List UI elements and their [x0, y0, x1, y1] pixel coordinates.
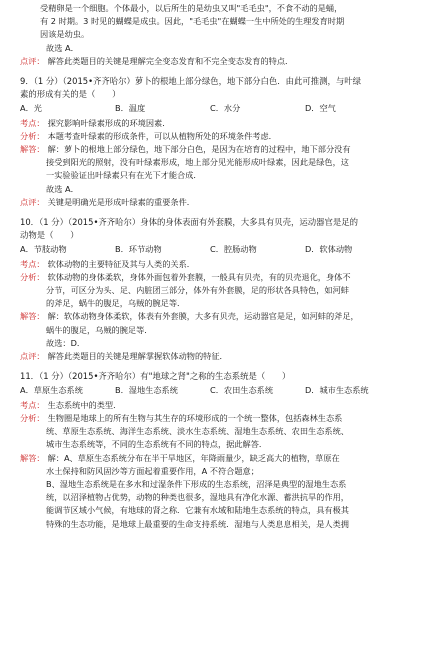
- option-b[interactable]: B．湿地生态系统: [115, 385, 178, 396]
- jieda-line: 蜗牛的腹足，乌贼的腕足等．: [46, 324, 153, 335]
- jieda-line: [20, 143, 431, 156]
- kaodian-label: 考点：: [20, 258, 45, 269]
- continuation-line: 有 2 时期。3 时见的蝴蝶是成虫。因此，"毛毛虫"在蝴蝶一生中所处的生理发育时期: [40, 16, 345, 27]
- option-b[interactable]: B．温度: [115, 103, 146, 114]
- option-c[interactable]: C．农田生态系统: [210, 385, 274, 396]
- kaodian-label: 考点：: [20, 117, 45, 128]
- answer-line: 故选 A．: [46, 183, 79, 194]
- option-c[interactable]: C．腔肠动物: [210, 244, 257, 255]
- kaodian-line: [20, 399, 431, 412]
- jieda-line: 特殊的生态功能，是地球上最重要的生命支持系统．湿地与人类息息相关，是人类拥: [46, 518, 349, 529]
- kaodian-line: [20, 258, 431, 271]
- option-b[interactable]: B．环节动物: [115, 244, 162, 255]
- fenxi-line: [20, 130, 431, 143]
- fenxi-line: [20, 412, 431, 425]
- review-label: 点评：: [20, 196, 45, 207]
- fenxi-line: 统、草原生态系统、海洋生态系统、淡水生态系统、湿地生态系统、农田生态系统、: [46, 426, 349, 437]
- review-label: 点评：: [20, 351, 45, 362]
- kaodian-label: 考点：: [20, 399, 45, 410]
- fenxi-label: 分析：: [20, 412, 45, 423]
- jieda-line: [20, 452, 431, 465]
- jieda-label: 解答：: [20, 311, 45, 322]
- question-10-options: [20, 243, 431, 256]
- question-9-title-cont: 素的形成有关的是（ ）: [20, 89, 121, 100]
- question-9-options: [20, 102, 431, 115]
- fenxi-text: 软体动物的身体柔软，身体外面包着外套膜，一般具有贝壳，有的贝壳退化，身体不: [47, 271, 351, 282]
- review-text: 关键是明确光是形成叶绿素的重要条件．: [47, 196, 195, 207]
- jieda-text: 解：软体动物身体柔软，体表有外套膜，大多有贝壳，运动器官是足，如河蚌的斧足，: [47, 311, 359, 322]
- option-d[interactable]: D．空气: [305, 103, 336, 114]
- question-9-title: 9．（1 分）（2015•齐齐哈尔）萝卜的根地上部分绿色，地下部分白色．由此可推测，与叶绿: [20, 76, 362, 87]
- jieda-line: 统，以沼泽植物占优势，动物的种类也很多，湿地具有净化水源、蓄洪抗旱的作用，: [46, 492, 349, 503]
- jieda-line: 水土保持和防风固沙等方面起着重要作用，A 不符合题意；: [46, 465, 259, 476]
- jieda-line: B、湿地生态系统是在多水和过湿条件下形成的生态系统，沼泽是典型的湿地生态系: [46, 478, 347, 489]
- question-11-title: 11．（1 分）（2015•齐齐哈尔）有"地球之肾"之称的生态系统是（ ）: [20, 371, 291, 382]
- review-label: 点评：: [20, 55, 45, 66]
- option-a[interactable]: A．光: [20, 103, 42, 114]
- review-line: [20, 196, 431, 209]
- review-text: 解答此类题目的关键是理解完全变态发育和不完全变态发育的特点．: [47, 55, 294, 66]
- fenxi-text: 生物圈是地球上的所有生物与其生存的环境形成的一个统一整体，包括森林生态系: [47, 412, 343, 423]
- fenxi-line: [20, 271, 431, 284]
- review-line: [20, 350, 431, 363]
- option-a[interactable]: A．草原生态系统: [20, 385, 83, 396]
- kaodian-text: 生态系统中的类型．: [47, 399, 122, 410]
- answer-line: 故选 A．: [46, 42, 79, 53]
- fenxi-label: 分析：: [20, 271, 45, 282]
- question-10-title-cont: 动物是（ ）: [20, 230, 79, 241]
- option-a[interactable]: A．节肢动物: [20, 244, 67, 255]
- review-line: [20, 55, 431, 68]
- fenxi-text: 本题考查叶绿素的形成条件，可以从植物所处的环境条件考虑．: [47, 130, 277, 141]
- fenxi-line: 分节，可区分为头、足、内脏团三部分，体外有外套膜，足的形状各具特色，如河蚌: [46, 285, 349, 296]
- kaodian-text: 软体动物的主要特征及其与人类的关系．: [47, 258, 195, 269]
- jieda-text: 解：萝卜的根地上部分绿色，地下部分白色，是因为在培育的过程中，地下部分没有: [47, 144, 351, 155]
- jieda-line: 能调节区域小气候，有地球的肾之称．它兼有水域和陆地生态系统的特点，具有极其: [46, 505, 349, 516]
- jieda-text: 解：A、草原生态系统分布在半干旱地区，年降雨量少，缺乏高大的植物，草原在: [47, 452, 340, 463]
- fenxi-label: 分析：: [20, 130, 45, 141]
- jieda-label: 解答：: [20, 452, 45, 463]
- question-10-title: 10．（1 分）（2015•齐齐哈尔）身体的身体表面有外套膜，大多具有贝壳，运动器官是足的: [20, 217, 359, 228]
- jieda-line: 接受到阳光的照射，没有叶绿素形成，地上部分见光能形成叶绿素，因此是绿色，这: [46, 157, 349, 168]
- kaodian-line: [20, 117, 431, 130]
- kaodian-text: 探究影响叶绿素形成的环境因素．: [47, 117, 171, 128]
- continuation-line: 受精卵是一个细胞。个体最小，以后所生的是幼虫又叫"毛毛虫"，不食不动的是蛹，: [40, 3, 343, 13]
- jieda-line: 一实验验证出叶绿素只有在光下才能合成．: [46, 170, 202, 181]
- review-text: 解答此类题目的关键是理解掌握软体动物的特征．: [47, 351, 228, 362]
- fenxi-line: 城市生态系统等，不同的生态系统有不同的特点，据此解答．: [46, 439, 268, 450]
- option-c[interactable]: C．水分: [210, 103, 241, 114]
- question-11-options: [20, 384, 431, 397]
- fenxi-line: 的斧足，蜗牛的腹足，乌贼的腕足等．: [46, 298, 186, 309]
- jieda-label: 解答：: [20, 144, 45, 155]
- option-d[interactable]: D．软体动物: [305, 244, 353, 255]
- jieda-line: [20, 310, 431, 323]
- answer-line: 故选：D．: [46, 337, 86, 348]
- continuation-line: 因该是幼虫。: [40, 29, 90, 40]
- option-d[interactable]: D．城市生态系统: [305, 385, 369, 396]
